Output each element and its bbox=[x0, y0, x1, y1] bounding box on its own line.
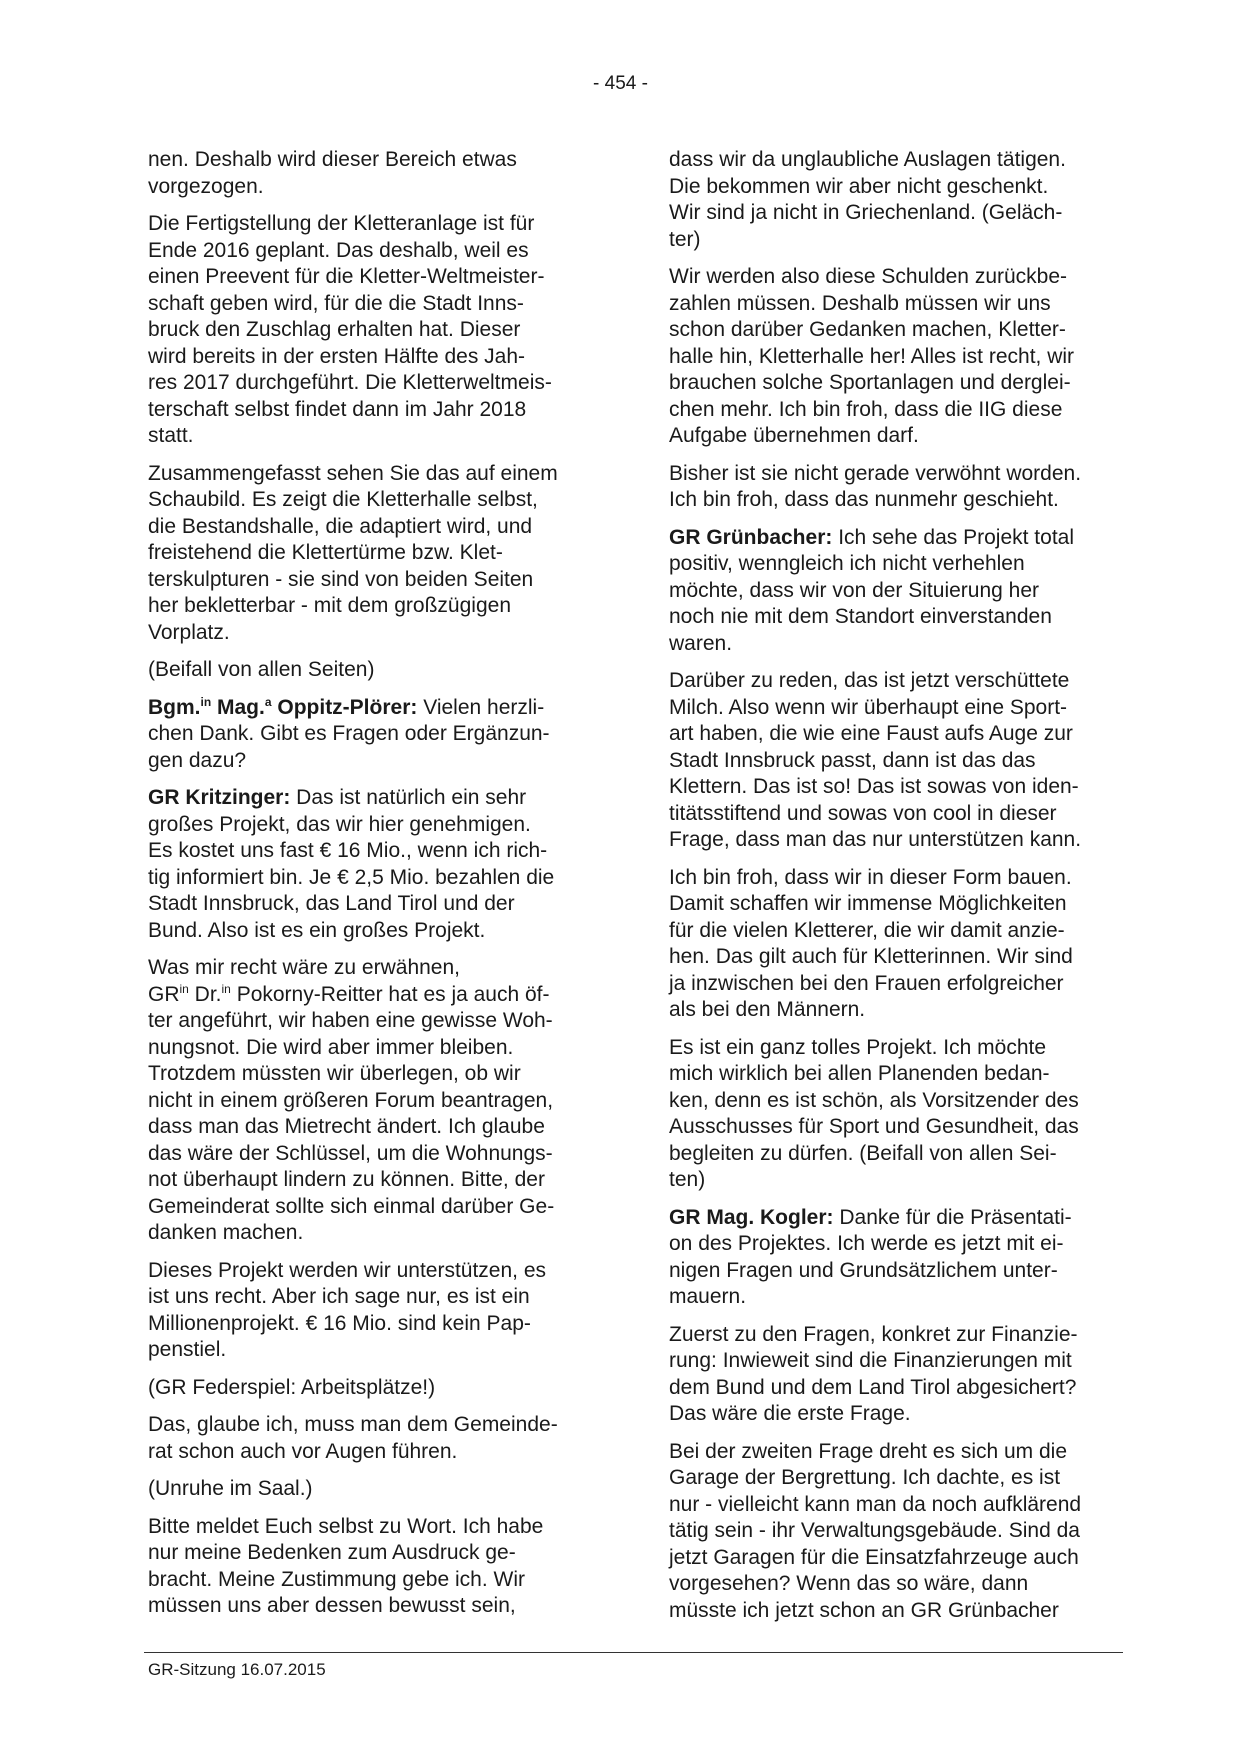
text-line: Milch. Also wenn wir überhaupt eine Sport- bbox=[669, 695, 1068, 719]
text-line: Stadt Innsbruck, das Land Tirol und der bbox=[148, 892, 515, 915]
speech-paragraph bbox=[148, 695, 600, 775]
text-line: titätsstiftend und sowas von cool in dieser bbox=[669, 801, 1057, 825]
text-line: statt. bbox=[148, 424, 194, 447]
paragraph bbox=[669, 865, 1121, 1024]
text-line: mich wirklich bei allen Planenden bedan- bbox=[669, 1062, 1050, 1085]
right-column bbox=[669, 147, 1121, 1635]
text-line: dem Bund und dem Land Tirol abgesichert? bbox=[669, 1375, 1077, 1399]
text-line: Dieses Projekt werden wir unterstützen, es bbox=[148, 1258, 547, 1282]
text-line: ja inzwischen bei den Frauen erfolgreicher bbox=[669, 971, 1064, 995]
text-line: positiv, wenngleich ich nicht verhehlen bbox=[669, 552, 1025, 575]
text-line: für die vielen Kletterer, die wir damit anzie- bbox=[669, 918, 1065, 942]
text-line: rung: Inwieweit sind die Finanzierungen mit bbox=[669, 1349, 1072, 1372]
paragraph bbox=[669, 147, 1121, 253]
text-line: (Unruhe im Saal.) bbox=[148, 1477, 313, 1500]
text-line: rat schon auch vor Augen führen. bbox=[148, 1439, 458, 1463]
text-line: tig informiert bin. Je € 2,5 Mio. bezahlen die bbox=[148, 865, 555, 889]
text-line: Bitte meldet Euch selbst zu Wort. Ich habe bbox=[148, 1514, 544, 1538]
text-line: nur - vielleicht kann man da noch aufklärend bbox=[669, 1492, 1082, 1516]
text-line: bracht. Meine Zustimmung gebe ich. Wir bbox=[148, 1567, 525, 1591]
paragraph bbox=[148, 211, 600, 450]
text-line: Aufgabe übernehmen darf. bbox=[669, 424, 919, 447]
text-line: Das, glaube ich, muss man dem Gemeinde- bbox=[148, 1413, 558, 1436]
text-line: vorgezogen. bbox=[148, 174, 264, 198]
paragraph bbox=[148, 955, 600, 1247]
paragraph bbox=[669, 1322, 1121, 1428]
text-line: Zuerst zu den Fragen, konkret zur Finanzie- bbox=[669, 1322, 1078, 1346]
text-line: Die Fertigstellung der Kletteranlage ist für bbox=[148, 212, 535, 235]
paragraph bbox=[148, 1412, 600, 1465]
text-line: freistehend die Klettertürme bzw. Klet- bbox=[148, 541, 503, 564]
paragraph bbox=[148, 1514, 600, 1620]
stage-direction bbox=[148, 1476, 600, 1503]
text-line: schaft geben wird, für die die Stadt Inns- bbox=[148, 291, 524, 315]
text-line: Das wäre die erste Frage. bbox=[669, 1402, 911, 1425]
text-line: nigen Fragen und Grundsätzlichem unter- bbox=[669, 1258, 1058, 1282]
text-line: halle hin, Kletterhalle her! Alles ist recht, wir bbox=[669, 344, 1075, 368]
text-line: Trotzdem müssten wir überlegen, ob wir bbox=[148, 1062, 521, 1085]
text-line: res 2017 durchgeführt. Die Kletterweltmeis- bbox=[148, 371, 552, 394]
text-line: Damit schaffen wir immense Möglichkeiten bbox=[669, 892, 1067, 915]
text-line: Frage, dass man das nur unterstützen kann. bbox=[669, 828, 1082, 851]
text-line: Bisher ist sie nicht gerade verwöhnt worden. bbox=[669, 461, 1082, 485]
text-line: (Beifall von allen Seiten) bbox=[148, 658, 375, 681]
left-column bbox=[148, 147, 600, 1631]
text-line: dass man das Mietrecht ändert. Ich glaube bbox=[148, 1115, 545, 1138]
text-line: bruck den Zuschlag erhalten hat. Dieser bbox=[148, 318, 521, 341]
text-line: her bekletterbar - mit dem großzügigen bbox=[148, 594, 511, 617]
text-line: müsste ich jetzt schon an GR Grünbacher bbox=[669, 1598, 1059, 1622]
text-line: GR Kritzinger: Das ist natürlich ein sehr bbox=[148, 786, 527, 809]
text-line: Ich bin froh, dass wir in dieser Form bauen. bbox=[669, 865, 1072, 889]
stage-direction bbox=[148, 1375, 600, 1402]
text-line: Bgm.$^{in}$ Mag.$^a$ Oppitz-Plörer: Vielen herzli- bbox=[148, 694, 545, 719]
text-line: Bei der zweiten Frage dreht es sich um die bbox=[669, 1439, 1068, 1463]
paragraph bbox=[669, 668, 1121, 854]
paragraph bbox=[669, 461, 1121, 514]
text-line: Es kostet uns fast € 16 Mio., wenn ich rich- bbox=[148, 839, 548, 862]
paragraph bbox=[669, 264, 1121, 450]
text-line: ter) bbox=[669, 227, 701, 251]
text-line: Wir werden also diese Schulden zurückbe- bbox=[669, 265, 1068, 288]
text-line: müssen uns aber dessen bewusst sein, bbox=[148, 1594, 516, 1617]
text-line: brauchen solche Sportanlagen und derglei- bbox=[669, 371, 1071, 394]
text-line: Stadt Innsbruck passt, dann ist das das bbox=[669, 748, 1036, 772]
text-line: Was mir recht wäre zu erwähnen, bbox=[148, 956, 460, 979]
text-line: terskulpturen - sie sind von beiden Seiten bbox=[148, 567, 534, 591]
paragraph bbox=[148, 461, 600, 647]
text-line: Vorplatz. bbox=[148, 620, 230, 644]
text-line: ten) bbox=[669, 1168, 706, 1191]
text-line: on des Projektes. Ich werde es jetzt mit ei- bbox=[669, 1232, 1064, 1255]
text-line: vorgesehen? Wenn das so wäre, dann bbox=[669, 1572, 1029, 1595]
text-line: nungsnot. Die wird aber immer bleiben. bbox=[148, 1035, 514, 1059]
text-line: GR Mag. Kogler: Danke für die Präsentati- bbox=[669, 1205, 1072, 1229]
speaker-name: GR Mag. Kogler: bbox=[669, 1205, 834, 1229]
text-line: waren. bbox=[669, 631, 733, 655]
speech-paragraph bbox=[669, 525, 1121, 658]
text-line: die Bestandshalle, die adaptiert wird, und bbox=[148, 514, 533, 538]
text-line: Wir sind ja nicht in Griechenland. (Geläch- bbox=[669, 201, 1063, 224]
text-line: Ausschusses für Sport und Gesundheit, das bbox=[669, 1115, 1079, 1138]
text-line: mauern. bbox=[669, 1285, 747, 1308]
text-line: Bund. Also ist es ein großes Projekt. bbox=[148, 918, 486, 942]
paragraph bbox=[669, 1439, 1121, 1625]
text-line: zahlen müssen. Deshalb müssen wir uns bbox=[669, 291, 1051, 315]
text-line: chen Dank. Gibt es Fragen oder Ergänzun- bbox=[148, 722, 550, 745]
text-line: Die bekommen wir aber nicht geschenkt. bbox=[669, 174, 1049, 198]
text-line: schon darüber Gedanken machen, Kletter- bbox=[669, 318, 1066, 341]
paragraph bbox=[148, 1258, 600, 1364]
text-line: (GR Federspiel: Arbeitsplätze!) bbox=[148, 1375, 436, 1399]
text-line: penstiel. bbox=[148, 1338, 227, 1361]
text-line: terschaft selbst findet dann im Jahr 2018 bbox=[148, 397, 527, 421]
stage-direction bbox=[148, 657, 600, 684]
text-line: Darüber zu reden, das ist jetzt verschüttete bbox=[669, 669, 1070, 692]
text-line: nen. Deshalb wird dieser Bereich etwas bbox=[148, 148, 517, 171]
text-line: danken machen. bbox=[148, 1221, 304, 1244]
text-line: art haben, die wie eine Faust aufs Auge zur bbox=[669, 722, 1073, 745]
text-line: $GR^{in}$ Dr.$^{in}$ Pokorny-Reitter hat es ja auch öf- bbox=[148, 981, 550, 1006]
paragraph bbox=[669, 1035, 1121, 1194]
text-line: not überhaupt lindern zu können. Bitte, der bbox=[148, 1168, 545, 1191]
page-number: - 454 - bbox=[593, 73, 648, 94]
text-line: ken, denn es ist schön, als Vorsitzender des bbox=[669, 1088, 1079, 1112]
text-line: Gemeinderat sollte sich einmal darüber Ge- bbox=[148, 1194, 555, 1218]
text-line: gen dazu? bbox=[148, 748, 247, 772]
text-line: Zusammengefasst sehen Sie das auf einem bbox=[148, 461, 558, 485]
text-line: jetzt Garagen für die Einsatzfahrzeuge auch bbox=[669, 1545, 1079, 1569]
text-line: Es ist ein ganz tolles Projekt. Ich möchte bbox=[669, 1035, 1047, 1059]
text-line: GR Grünbacher: Ich sehe das Projekt total bbox=[669, 525, 1074, 549]
text-line: ter angeführt, wir haben eine gewisse Woh- bbox=[148, 1009, 553, 1032]
text-line: Ende 2016 geplant. Das deshalb, weil es bbox=[148, 238, 529, 262]
text-line: nicht in einem größeren Forum beantragen, bbox=[148, 1088, 554, 1112]
text-line: Millionenprojekt. € 16 Mio. sind kein Pap- bbox=[148, 1311, 531, 1335]
text-line: hen. Das gilt auch für Kletterinnen. Wir sind bbox=[669, 945, 1073, 968]
footer-divider bbox=[144, 1652, 1123, 1653]
speaker-name: GR Grünbacher: bbox=[669, 525, 833, 549]
text-line: tätig sein - ihr Verwaltungsgebäude. Sind da bbox=[669, 1519, 1080, 1542]
speech-paragraph bbox=[148, 785, 600, 944]
text-line: Klettern. Das ist so! Das ist sowas von iden- bbox=[669, 775, 1079, 798]
text-line: Schaubild. Es zeigt die Kletterhalle selbst, bbox=[148, 488, 538, 511]
text-line: noch nie mit dem Standort einverstanden bbox=[669, 605, 1052, 628]
speaker-name: GR Kritzinger: bbox=[148, 786, 291, 809]
text-line: möchte, dass wir von der Situierung her bbox=[669, 578, 1040, 602]
text-line: nur meine Bedenken zum Ausdruck ge- bbox=[148, 1541, 516, 1564]
text-line: großes Projekt, das wir hier genehmigen. bbox=[148, 812, 531, 836]
text-line: Garage der Bergrettung. Ich dachte, es ist bbox=[669, 1466, 1061, 1489]
text-line: begleiten zu dürfen. (Beifall von allen Sei- bbox=[669, 1141, 1057, 1165]
text-line: ist uns recht. Aber ich sage nur, es ist ein bbox=[148, 1285, 530, 1308]
footer-text: GR-Sitzung 16.07.2015 bbox=[148, 1660, 326, 1679]
text-line: Ich bin froh, dass das nunmehr geschieht. bbox=[669, 488, 1059, 511]
text-line: wird bereits in der ersten Hälfte des Jah- bbox=[148, 344, 526, 368]
text-line: einen Preevent für die Kletter-Weltmeister- bbox=[148, 265, 545, 288]
text-line: dass wir da unglaubliche Auslagen tätigen. bbox=[669, 148, 1066, 171]
speaker-name: Bgm.$^{in}$ Mag.$^a$ Oppitz-Plörer: bbox=[148, 694, 418, 719]
text-line: chen mehr. Ich bin froh, dass die IIG diese bbox=[669, 397, 1063, 421]
paragraph bbox=[148, 147, 600, 200]
text-line: das wäre der Schlüssel, um die Wohnungs- bbox=[148, 1141, 553, 1165]
text-line: als bei den Männern. bbox=[669, 998, 866, 1021]
speech-paragraph bbox=[669, 1205, 1121, 1311]
